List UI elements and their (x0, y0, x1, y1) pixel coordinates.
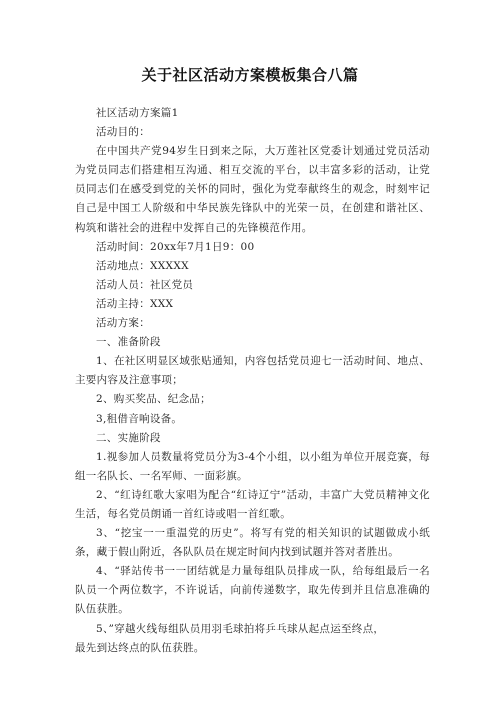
paragraph: 2、“红诗红歌大家唱为配合“红诗辽宁”活动，丰富广大党员精神文化生活，每名党员朗诵一首红诗或唱一首红歌。 (75, 488, 430, 520)
paragraph: 活动方案： (96, 317, 150, 330)
paragraph: 活动目的： (96, 126, 150, 139)
paragraph: 1、在社区明显区域张贴通知，内容包括党员迎七一活动时间、地点、主要内容及注意事项； (75, 355, 430, 387)
paragraph: 活动人员：社区党员 (96, 278, 194, 291)
paragraph: 活动时间：20xx年7月1日9：00 (96, 240, 255, 253)
paragraph: 5、”穿越火线每组队员用羽毛球拍将乒乓球从起点运至终点， (96, 622, 385, 635)
paragraph: 1.视参加人员数量将党员分为3-4个小组，以小组为单位开展竞赛，每组一名队长、一名军师、一面彩旗。 (75, 450, 430, 482)
document-body (75, 104, 430, 658)
document-title: 关于社区活动方案模板集合八篇 (141, 66, 359, 84)
paragraph: 一、准备阶段 (96, 336, 161, 349)
paragraph: 活动地点：XXXXX (96, 259, 189, 272)
paragraph: 最先到达终点的队伍获胜。 (75, 641, 205, 654)
paragraph: 2、购买奖品、纪念品； (96, 393, 211, 406)
paragraph: 4、“驿站传书一一团结就是力量每组队员排成一队，给每组最后一名队员一个两位数字，不许说话，向前传递数字，取先传到并且信息准确的队伍获胜。 (75, 565, 430, 616)
paragraph: 3、“挖宝一一重温党的历史”。将写有党的相关知识的试题做成小纸条，藏于假山附近，各队队员在规定时间内找到试题并答对者胜出。 (75, 527, 430, 559)
paragraph: 二、实施阶段 (96, 431, 161, 444)
paragraph: 社区活动方案篇1 (96, 107, 179, 119)
paragraph: 活动主持：XXX (96, 297, 174, 310)
paragraph: 在中国共产党94岁生日到来之际，大万莲社区党委计划通过党员活动为党员同志们搭建相互沟通、相互交流的平台，以丰富多彩的活动，让党员同志们在感受到党的关怀的同时，强化为党奉献终生的观念，时刻牢记自己是中国工人阶级和中华民族先锋队中的光荣一员，在创建和谐社区、构筑和谐社会的进程中发挥自己的先锋模范作用。 (75, 145, 430, 234)
paragraph: 3,租借音响设备。 (96, 412, 183, 425)
